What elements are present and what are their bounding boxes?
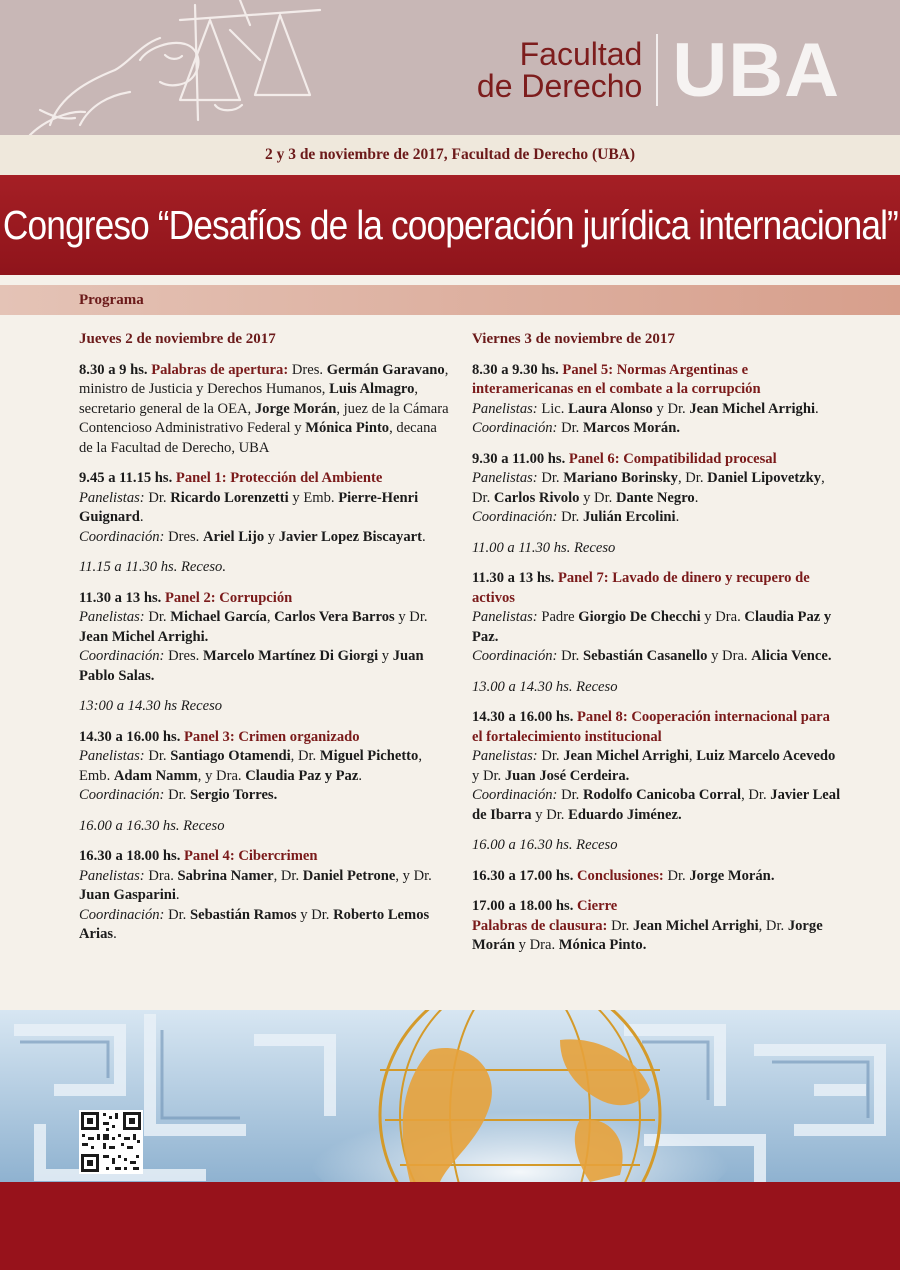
session-time: 16.30 a 18.00 hs. xyxy=(79,848,181,864)
session-title: Conclusiones: xyxy=(577,867,664,884)
text: y Dr. xyxy=(472,767,502,784)
faculty-name-line2: de Derecho xyxy=(476,68,643,104)
recess-6: 16.00 a 16.30 hs. Receso xyxy=(472,837,618,853)
speaker-name: Laura Alonso xyxy=(568,400,653,417)
congress-title: Congreso “Desafíos de la cooperación jurídica internacional” xyxy=(2,201,898,248)
session-closing: 17.00 a 18.00 hs. Cierre Palabras de clausura: Dr. Jean Michel Arrighi, Dr. Jorge Morán y Dra. Mónica Pinto. xyxy=(472,898,823,953)
text: , juez de la Cámara Contencioso Administrativo Federal y xyxy=(79,400,449,436)
recess-3: 16.00 a 16.30 hs. Receso xyxy=(79,817,225,834)
text: Dr. xyxy=(168,787,187,803)
text: y Emb. xyxy=(292,489,335,506)
text: Dra. xyxy=(148,867,174,884)
panelists-label: Panelistas: xyxy=(472,748,538,764)
session-panel-1 xyxy=(79,469,451,547)
speaker-name: Sergio Torres xyxy=(189,787,274,803)
panelists-label: Panelistas: xyxy=(79,609,145,625)
session-conclusions: 16.30 a 17.00 hs. Conclusiones: Dr. Jorge Morán. xyxy=(472,867,775,884)
speaker-name: Sebastián Ramos xyxy=(189,906,297,923)
session-title: Panel 2: Corrupción xyxy=(164,589,293,606)
speaker-name: Santiago Otamendi xyxy=(170,748,291,764)
session-panel-4: 16.30 a 18.00 hs. Panel 4: Cibercrimen Panelistas: Dra. Sabrina Namer, Dr. Daniel Petrone, y Dr. Juan Gasparini. Coordinación: Dr. Sebastián Ramos y Dr. Roberto Lemos Arias. xyxy=(79,848,432,942)
text: y Dr. xyxy=(300,906,330,923)
speaker-name: Jorge Morán xyxy=(254,400,337,417)
closing-words-label: Palabras de clausura: xyxy=(472,917,608,934)
text: y xyxy=(267,528,276,545)
day2-column xyxy=(472,330,844,967)
coordination-label: Coordinación: xyxy=(79,528,165,545)
speaker-name: Dante Negro xyxy=(615,489,695,506)
panelists-label: Panelistas: xyxy=(79,489,145,506)
text: y xyxy=(381,648,390,664)
session-title: Panel 5: Normas Argentinas e interamericanas en el combate a la corrupción xyxy=(472,361,761,397)
session-title: Panel 3: Crimen organizado xyxy=(184,728,360,745)
text: Dres. xyxy=(168,648,200,664)
text: y Dr. xyxy=(398,609,428,625)
speaker-name: Roberto Lemos Arias xyxy=(79,906,430,942)
panelists-label: Panelistas: xyxy=(472,609,538,625)
session-time: 8.30 a 9 hs. xyxy=(79,361,148,378)
text: Dr. xyxy=(148,748,167,764)
text: . xyxy=(139,509,144,525)
session-time: 11.30 a 13 hs. xyxy=(79,589,162,606)
speaker-name: Mónica Pinto xyxy=(305,420,390,436)
coordination-label: Coordinación: xyxy=(472,509,558,525)
speaker-name: Sabrina Namer xyxy=(177,867,274,884)
text: , xyxy=(266,609,271,625)
text: Dres. xyxy=(291,361,324,378)
text: Dr. xyxy=(667,867,686,884)
speaker-name: Juan Gasparini xyxy=(79,887,176,903)
coordination-label: Coordinación: xyxy=(472,420,558,436)
text: Dr. xyxy=(561,420,580,436)
session-time: 11.30 a 13 hs. xyxy=(472,570,555,586)
session-panel-2: 11.30 a 13 hs. Panel 2: Corrupción Panelistas: Dr. Michael García, Carlos Vera Barros y Dr. Jean Michel Arrighi. Coordinación: Dres. Marcelo Martínez Di Giorgi y Juan Pablo Salas. xyxy=(79,589,428,684)
text: , Dr. xyxy=(758,917,785,934)
header-banner xyxy=(0,0,900,135)
speaker-name: Juan José Cerdeira xyxy=(504,767,626,784)
session-opening xyxy=(79,361,451,459)
panelists-label: Panelistas: xyxy=(79,748,145,764)
text: , decana de la Facultad de Derecho, UBA xyxy=(79,420,437,456)
session-title: Panel 8: Cooperación internacional para el fortalecimiento institucional xyxy=(472,709,830,745)
panelists-label: Panelistas: xyxy=(472,400,538,417)
session-time: 8.30 a 9.30 hs. xyxy=(472,361,559,378)
footer-band xyxy=(0,1182,900,1270)
speaker-name: Pierre-Henri Guignard xyxy=(79,489,419,525)
coordination-label: Coordinación: xyxy=(79,906,165,923)
text: , y Dra. xyxy=(197,767,242,784)
speaker-name: Sebastián Casanello xyxy=(582,648,708,664)
speaker-name: Adam Namm xyxy=(113,767,198,784)
day1-column xyxy=(79,330,451,956)
speaker-name: Daniel Lipovetzky xyxy=(707,470,822,486)
text: Dr. xyxy=(148,609,167,625)
speaker-name: Jean Michel Arrighi xyxy=(563,748,689,764)
recess-4: 11.00 a 11.30 hs. Receso xyxy=(472,539,616,556)
text: , secretario general de la OEA, xyxy=(79,381,419,417)
faculty-name xyxy=(477,38,656,102)
text: y Dra. xyxy=(518,937,556,953)
text: Dr. xyxy=(611,917,630,934)
speaker-name: Marcos Morán xyxy=(582,420,677,436)
text: Dr. xyxy=(148,489,167,506)
coordination-label: Coordinación: xyxy=(472,787,558,803)
speaker-name: Jorge Morán xyxy=(472,917,823,953)
speaker-name: Claudia Paz y Paz xyxy=(245,767,359,784)
speaker-name: Ricardo Lorenzetti xyxy=(170,489,289,506)
coordination-label: Coordinación: xyxy=(472,648,558,664)
text: , Dr. xyxy=(290,748,317,764)
day1-heading: Jueves 2 de noviembre de 2017 xyxy=(79,331,276,347)
qr-code[interactable] xyxy=(79,1110,143,1174)
speaker-name: Mónica Pinto xyxy=(558,937,643,953)
programa-heading: Programa xyxy=(0,285,900,315)
text: Dr. xyxy=(541,748,560,764)
text: , Dr. xyxy=(273,867,300,884)
session-title: Panel 7: Lavado de dinero y recupero de activos xyxy=(472,570,810,606)
session-panel-3: 14.30 a 16.00 hs. Panel 3: Crimen organizado Panelistas: Dr. Santiago Otamendi, Dr. Miguel Pichetto, Emb. Adam Namm, y Dra. Claudia Paz y Paz. Coordinación: Dr. Sergio Torres. xyxy=(79,728,422,803)
text: y Dra. xyxy=(704,609,741,625)
text: , ministro de Justicia y Derechos Humanos, xyxy=(79,361,449,397)
text: Dres. xyxy=(168,528,200,545)
session-panel-8: 14.30 a 16.00 hs. Panel 8: Cooperación internacional para el fortalecimiento institucional Panelistas: Dr. Jean Michel Arrighi, Luiz Marcelo Acevedo y Dr. Juan José Cerdeira. Coordinación: Dr. Rodolfo Canicoba Corral, Dr. Javier Leal de Ibarra y Dr. Eduardo Jiménez. xyxy=(472,709,841,823)
faculty-name-line1: Facultad xyxy=(519,36,643,72)
speaker-name: Germán Garavano xyxy=(326,361,445,378)
speaker-name: Eduardo Jiménez xyxy=(568,806,678,823)
text: y Dr. xyxy=(583,489,613,506)
speaker-name: Jean Michel Arrighi xyxy=(689,400,815,417)
text: y Dra. xyxy=(711,648,748,664)
lady-justice-illustration xyxy=(20,0,350,135)
day2-heading: Viernes 3 de noviembre de 2017 xyxy=(472,331,675,347)
coordination-label: Coordinación: xyxy=(79,787,165,803)
text: Dr. xyxy=(561,787,580,803)
session-title: Panel 1: Protección del Ambiente xyxy=(175,470,383,486)
speaker-name: Luiz Marcelo Acevedo xyxy=(696,748,836,764)
session-time: 9.45 a 11.15 hs. xyxy=(79,470,173,486)
speaker-name: Marcelo Martínez Di Giorgi xyxy=(202,648,379,664)
recess-1: 11.15 a 11.30 hs. Receso. xyxy=(79,559,226,575)
session-title: Panel 6: Compatibilidad procesal xyxy=(568,450,777,467)
text: , Dr. xyxy=(472,470,825,506)
session-title: Cierre xyxy=(577,898,618,914)
session-panel-5: 8.30 a 9.30 hs. Panel 5: Normas Argentinas e interamericanas en el combate a la corrupción Panelistas: Lic. Laura Alonso y Dr. Jean Michel Arrighi. Coordinación: Dr. Marcos Morán. xyxy=(472,361,819,436)
text: y Dr. xyxy=(656,400,686,417)
speaker-name: Javier Leal de Ibarra xyxy=(472,787,841,823)
event-date: 2 y 3 de noviembre de 2017, Facultad de Derecho (UBA) xyxy=(0,135,900,175)
uba-wordmark: UBA xyxy=(672,27,840,113)
title-band xyxy=(0,175,900,275)
session-time: 9.30 a 11.00 hs. xyxy=(472,450,566,467)
session-time: 14.30 a 16.00 hs. xyxy=(472,709,574,725)
speaker-name: Juan Pablo Salas xyxy=(79,648,424,684)
speaker-name: Jean Michel Arrighi xyxy=(632,917,759,934)
faculty-logo xyxy=(476,27,840,113)
speaker-name: Carlos Vera Barros xyxy=(274,609,395,625)
session-panel-6: 9.30 a 11.00 hs. Panel 6: Compatibilidad procesal Panelistas: Dr. Mariano Borinsky, Dr. Daniel Lipovetzky, Dr. Carlos Rivolo y Dr. Dante Negro. Coordinación: Dr. Julián Ercolini. xyxy=(472,450,825,525)
speaker-name: Michael García xyxy=(170,609,267,625)
session-time: 16.30 a 17.00 hs. xyxy=(472,867,574,884)
speaker-name: Claudia Paz y Paz xyxy=(472,609,832,645)
speaker-name: Giorgio De Checchi xyxy=(578,609,701,625)
recess-5: 13.00 a 14.30 hs. Receso xyxy=(472,678,618,695)
text: , xyxy=(688,748,693,764)
speaker-name: Jean Michel Arrighi xyxy=(79,628,205,645)
text: Padre xyxy=(541,609,575,625)
text: , Dr. xyxy=(741,787,767,803)
speaker-name: Javier Lopez Biscayart xyxy=(278,528,422,545)
speaker-name: Mariano Borinsky xyxy=(563,470,678,486)
session-title: Panel 4: Cibercrimen xyxy=(184,848,318,864)
text: Dr. xyxy=(168,906,187,923)
text: , Dr. xyxy=(677,470,704,486)
speaker-name: Rodolfo Canicoba Corral xyxy=(582,787,742,803)
speaker-name: Jorge Morán xyxy=(689,867,771,884)
speaker-name: Luis Almagro xyxy=(329,381,415,397)
text: , Emb. xyxy=(79,748,422,784)
qr-code-icon xyxy=(79,1110,143,1174)
panelists-label: Panelistas: xyxy=(472,470,538,486)
text: Dr. xyxy=(541,470,560,486)
session-time: 17.00 a 18.00 hs. xyxy=(472,898,574,914)
text: Dr. xyxy=(561,648,580,664)
speaker-name: Miguel Pichetto xyxy=(319,748,419,764)
text: . xyxy=(421,528,426,545)
session-panel-7: 11.30 a 13 hs. Panel 7: Lavado de dinero y recupero de activos Panelistas: Padre Giorgio De Checchi y Dra. Claudia Paz y Paz. Coordinación: Dr. Sebastián Casanello y Dra. Alicia Vence. xyxy=(472,570,832,664)
session-time: 14.30 a 16.00 hs. xyxy=(79,728,181,745)
session-title: Palabras de apertura: xyxy=(151,361,289,378)
speaker-name: Carlos Rivolo xyxy=(493,489,580,506)
speaker-name: Daniel Petrone xyxy=(302,867,396,884)
text: y Dr. xyxy=(535,806,565,823)
text: Dr. xyxy=(561,509,580,525)
speaker-name: Julián Ercolini xyxy=(582,509,676,525)
recess-2: 13:00 a 14.30 hs Receso xyxy=(79,698,223,714)
panelists-label: Panelistas: xyxy=(79,867,145,884)
speaker-name: Alicia Vence xyxy=(751,648,828,664)
speaker-name: Ariel Lijo xyxy=(202,528,265,545)
coordination-label: Coordinación: xyxy=(79,648,165,664)
text: Lic. xyxy=(541,400,565,417)
text: , y Dr. xyxy=(395,867,432,884)
